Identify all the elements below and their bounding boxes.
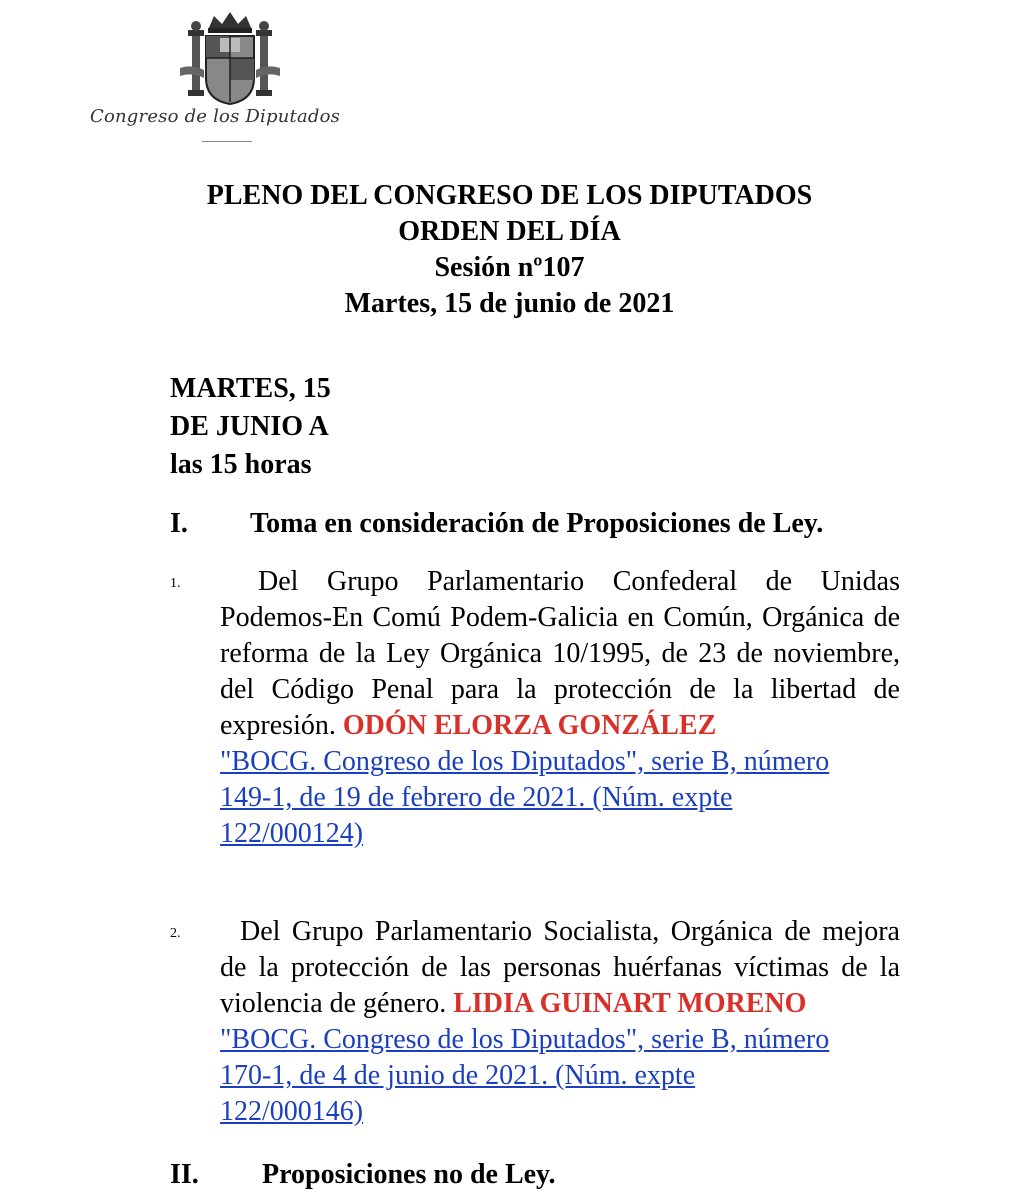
section-number: I. bbox=[170, 508, 188, 539]
logo-divider bbox=[202, 141, 252, 142]
section-heading-1 bbox=[170, 506, 823, 542]
date-line-3: las 15 horas bbox=[170, 449, 312, 480]
section-title: Toma en consideración de Proposiciones de Ley. bbox=[250, 508, 824, 539]
session-date-block bbox=[170, 370, 331, 484]
item-body bbox=[170, 564, 900, 852]
item-number: 1. bbox=[170, 576, 181, 591]
item-text: Del Grupo Parlamentario Confederal de Unidas Podemos-En Comú Podem-Galicia en Común, Orgánica de reforma de la Ley Orgánica 10/1995, de 23 de noviembre, del Código Penal para la protección de la libertad de expresión. bbox=[220, 566, 900, 741]
item-number: 2. bbox=[170, 926, 181, 941]
bocg-reference-link[interactable]: "BOCG. Congreso de los Diputados", serie B, número 170-1, de 4 de junio de 2021. (Núm. expte 122/000146) bbox=[220, 1024, 830, 1127]
speaker-name: ODÓN ELORZA GONZÁLEZ bbox=[342, 710, 717, 741]
congress-logo bbox=[80, 8, 380, 168]
header-agenda: ORDEN DEL DÍA bbox=[398, 216, 621, 247]
header-title: PLENO DEL CONGRESO DE LOS DIPUTADOS bbox=[206, 180, 813, 211]
document-header bbox=[0, 178, 1019, 322]
section-title: Proposiciones no de Ley. bbox=[262, 1159, 556, 1190]
item-body bbox=[170, 914, 900, 1130]
section-number: II. bbox=[170, 1159, 199, 1190]
logo-text: Congreso de los Diputados bbox=[90, 106, 341, 127]
header-date: Martes, 15 de junio de 2021 bbox=[344, 288, 675, 319]
speaker-name: LIDIA GUINART MORENO bbox=[453, 988, 807, 1019]
agenda-item-2 bbox=[170, 914, 900, 1130]
header-session: Sesión nº107 bbox=[434, 252, 585, 283]
bocg-reference-link[interactable]: "BOCG. Congreso de los Diputados", serie B, número 149-1, de 19 de febrero de 2021. (Núm. expte 122/000124) bbox=[220, 746, 830, 849]
section-heading-2 bbox=[170, 1157, 556, 1193]
date-line-2: DE JUNIO A bbox=[170, 411, 329, 442]
agenda-item-1 bbox=[170, 564, 900, 852]
date-line-1: MARTES, 15 bbox=[170, 373, 331, 404]
item-text: Del Grupo Parlamentario Socialista, Orgánica de mejora de la protección de las personas huérfanas víctimas de la violencia de género. bbox=[220, 916, 900, 1019]
coat-of-arms-icon bbox=[80, 8, 380, 108]
